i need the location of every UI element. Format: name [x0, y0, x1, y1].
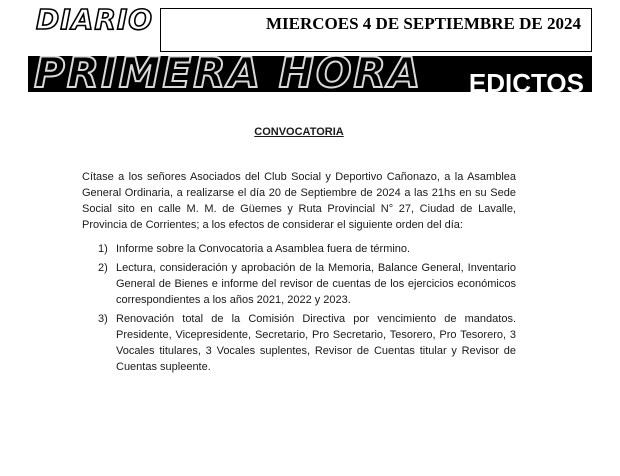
- list-item-text: Renovación total de la Comisión Directiva por vencimiento de mandatos. Presidente, Vicepresidente, Secretario, Pro Secretario, Tesorero, Pro Tesorero, 3 Vocales titulares, 3 Vocales suplentes, Revisor de Cuentas titular y Revisor de Cuentas supleente.: [116, 313, 516, 373]
- masthead: [0, 0, 620, 96]
- list-item-number: 2): [98, 262, 108, 274]
- logo-primera-hora: PRIMERA HORA: [34, 56, 423, 92]
- logo-diario: DIARIO: [36, 3, 154, 36]
- agenda-list: [82, 241, 516, 375]
- section-label: EDICTOS: [468, 68, 584, 92]
- list-item-text: Informe sobre la Convocatoria a Asamblea fuera de término.: [116, 243, 411, 255]
- date-box: [160, 8, 592, 52]
- notice-body: [82, 124, 516, 378]
- issue-date: MIERCOES 4 DE SEPTIEMBRE DE 2024: [265, 14, 581, 33]
- notice-title: CONVOCATORIA: [254, 126, 344, 138]
- list-item: [82, 311, 516, 375]
- notice-intro: Cítase a los señores Asociados del Club Social y Deportivo Cañonazo, a la Asamblea General Ordinaria, a realizarse el día 20 de Septiembre de 2024 a las 21hs en su Sede Social sito en calle M. M. de Güemes y Ruta Provincial N° 27, Ciudad de Lavalle, Provincia de Corrientes; a los efectos de considerar el siguiente orden del día:: [82, 171, 516, 231]
- list-item-text: Lectura, consideración y aprobación de la Memoria, Balance General, Inventario General de Bienes e informe del revisor de cuentas de los ejercicios económicos correspondientes a los años 2021, 2022 y 2023.: [116, 262, 516, 306]
- list-item: [82, 241, 516, 257]
- list-item-number: 3): [98, 313, 108, 325]
- list-item-number: 1): [98, 243, 108, 255]
- list-item: [82, 260, 516, 308]
- masthead-band: [28, 56, 592, 92]
